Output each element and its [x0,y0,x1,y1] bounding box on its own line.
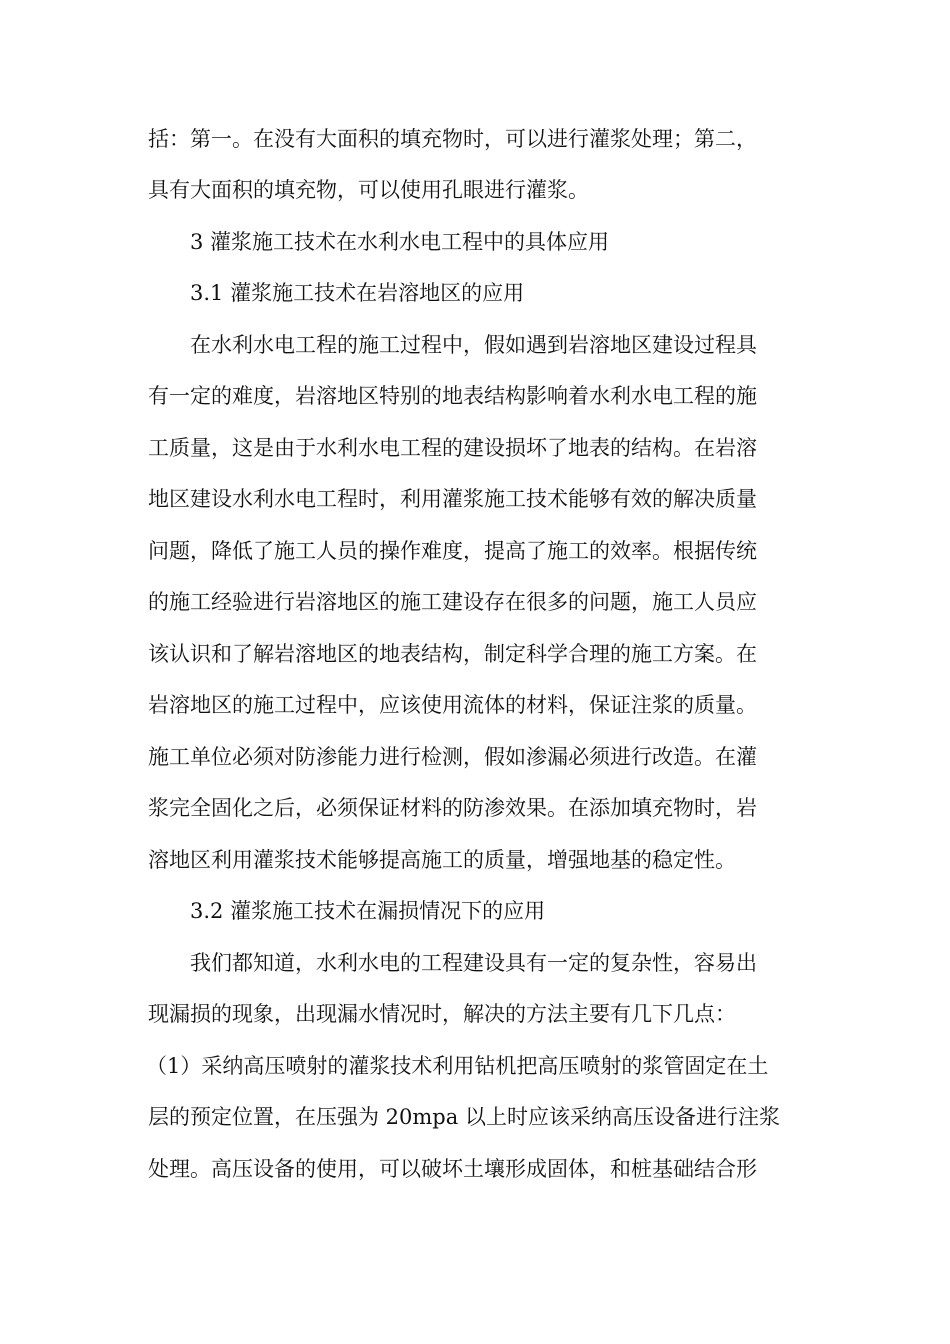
subsection-heading: 3.2 灌浆施工技术在漏损情况下的应用 [190,899,546,923]
paragraph-first-line: 在水利水电工程的施工过程中，假如遇到岩溶地区建设过程具 [190,333,757,357]
subsection-heading: 3.1 灌浆施工技术在岩溶地区的应用 [190,281,525,305]
body-text-line: 的施工经验进行岩溶地区的施工建设存在很多的问题，施工人员应 [148,590,757,614]
section-heading: 3 灌浆施工技术在水利水电工程中的具体应用 [190,230,610,254]
body-text-line: 工质量，这是由于水利水电工程的建设损坏了地表的结构。在岩溶 [148,436,757,460]
body-text-line: 岩溶地区的施工过程中，应该使用流体的材料，保证注浆的质量。 [148,693,757,717]
body-text-line: 处理。高压设备的使用，可以破坏土壤形成固体，和桩基础结合形 [148,1157,757,1181]
body-text-line: 层的预定位置，在压强为 20mpa 以上时应该采纳高压设备进行注浆 [148,1105,780,1129]
body-text-line: 该认识和了解岩溶地区的地表结构，制定科学合理的施工方案。在 [148,642,757,666]
body-text-line: 有一定的难度，岩溶地区特别的地表结构影响着水利水电工程的施 [148,384,757,408]
body-text-line: 地区建设水利水电工程时，利用灌浆施工技术能够有效的解决质量 [148,487,757,511]
body-text-line: 具有大面积的填充物，可以使用孔眼进行灌浆。 [148,178,589,202]
body-text-line: 施工单位必须对防渗能力进行检测，假如渗漏必须进行改造。在灌 [148,745,757,769]
body-text-line: 括：第一。在没有大面积的填充物时，可以进行灌浆处理；第二， [148,127,757,151]
paragraph-first-line: 我们都知道，水利水电的工程建设具有一定的复杂性，容易出 [190,951,757,975]
body-text-line: 问题，降低了施工人员的操作难度，提高了施工的效率。根据传统 [148,539,757,563]
body-text-line: 溶地区利用灌浆技术能够提高施工的质量，增强地基的稳定性。 [148,848,736,872]
body-text-line: 现漏损的现象，出现漏水情况时，解决的方法主要有几下几点： [148,1002,736,1026]
list-item-line: （1）采纳高压喷射的灌浆技术利用钻机把高压喷射的浆管固定在土 [146,1054,769,1078]
body-text-line: 浆完全固化之后，必须保证材料的防渗效果。在添加填充物时，岩 [148,796,757,820]
